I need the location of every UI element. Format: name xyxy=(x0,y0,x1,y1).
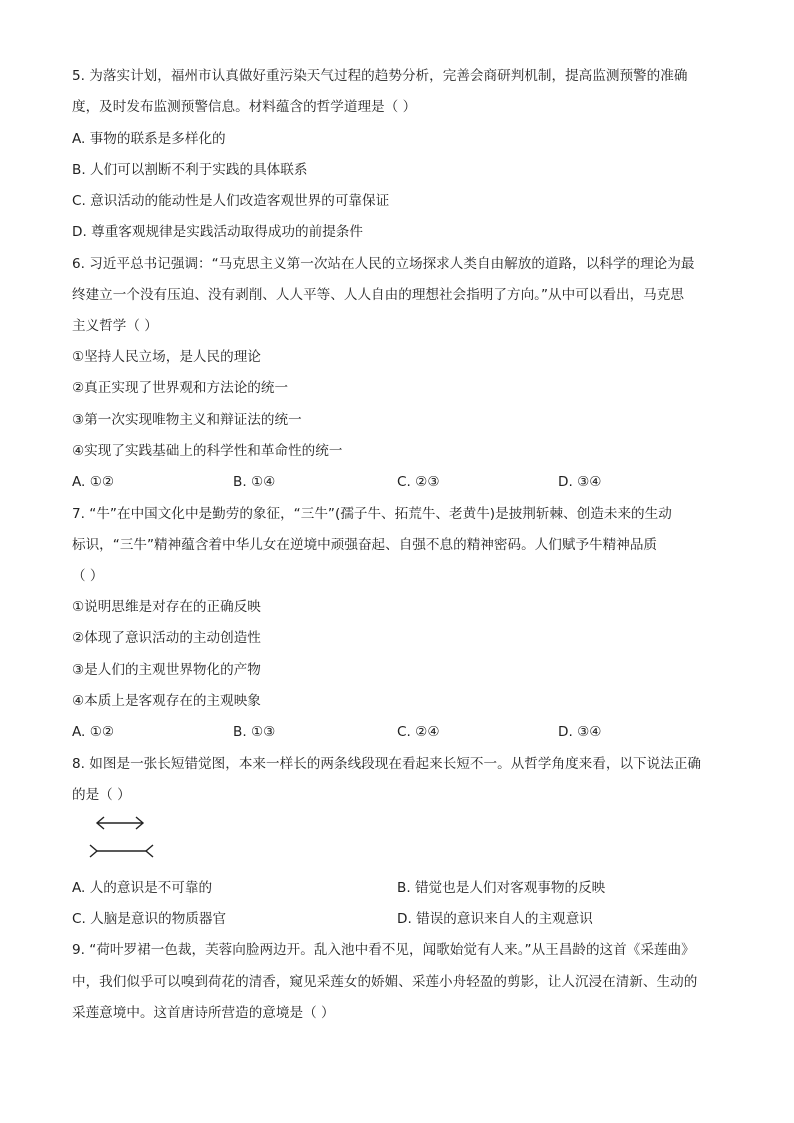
q9-stem-line-2: 中，我们似乎可以嗅到荷花的清香，窥见采莲女的娇媚、采莲小舟轻盈的剪影，让人沉浸在清新、生动的 xyxy=(72,974,698,990)
q6-choice-a: A. ①② xyxy=(72,474,115,490)
q8-option-d: D. 错误的意识来自人的主观意识 xyxy=(397,911,593,927)
q5-option-c: C. 意识活动的能动性是人们改造客观世界的可靠保证 xyxy=(72,193,390,209)
q7-choice-c: C. ②④ xyxy=(397,724,440,740)
q5-option-a: A. 事物的联系是多样化的 xyxy=(72,131,226,147)
q8-stem-line-2: 的是（ ） xyxy=(72,787,131,803)
q7-item-1: ①说明思维是对存在的正确反映 xyxy=(72,599,261,615)
q5-stem-line-2: 度，及时发布监测预警信息。材料蕴含的哲学道理是（ ） xyxy=(72,99,417,115)
q8-stem-line-1: 8. 如图是一张长短错觉图，本来一样长的两条线段现在看起来长短不一。从哲学角度来看，以下说法正确 xyxy=(72,756,702,772)
q6-item-4: ④实现了实践基础上的科学性和革命性的统一 xyxy=(72,443,343,459)
q6-item-1: ①坚持人民立场，是人民的理论 xyxy=(72,349,261,365)
q8-option-c: C. 人脑是意识的物质器官 xyxy=(72,911,227,927)
q7-item-4: ④本质上是客观存在的主观映象 xyxy=(72,693,261,709)
q6-stem-line-2: 终建立一个没有压迫、没有剥削、人人平等、人人自由的理想社会指明了方向。”从中可以看出，马克思 xyxy=(72,287,684,303)
q9-stem-line-3: 采莲意境中。这首唐诗所营造的意境是（ ） xyxy=(72,1005,335,1021)
q7-item-3: ③是人们的主观世界物化的产物 xyxy=(72,662,261,678)
q7-stem-line-2: 标识，“三牛”精神蕴含着中华儿女在逆境中顽强奋起、自强不息的精神密码。人们赋予牛精神品质 xyxy=(72,537,658,553)
q6-stem-line-3: 主义哲学（ ） xyxy=(72,318,158,334)
q8-option-a: A. 人的意识是不可靠的 xyxy=(72,880,213,896)
q6-stem-line-1: 6. 习近平总书记强调：“马克思主义第一次站在人民的立场探求人类自由解放的道路，以科学的理论为最 xyxy=(72,256,695,272)
q6-choice-c: C. ②③ xyxy=(397,474,440,490)
q7-item-2: ②体现了意识活动的主动创造性 xyxy=(72,630,261,646)
q7-choice-a: A. ①② xyxy=(72,724,115,740)
q6-choice-b: B. ①④ xyxy=(233,474,276,490)
q6-item-3: ③第一次实现唯物主义和辩证法的统一 xyxy=(72,412,302,428)
q7-choice-d: D. ③④ xyxy=(558,724,602,740)
q5-option-b: B. 人们可以割断不利于实践的具体联系 xyxy=(72,162,308,178)
q5-option-d: D. 尊重客观规律是实践活动取得成功的前提条件 xyxy=(72,224,363,240)
q7-stem-line-3: （ ） xyxy=(72,568,104,584)
outward-arrows-line xyxy=(90,845,153,857)
illusion-figure xyxy=(86,812,156,862)
q7-choice-b: B. ①③ xyxy=(233,724,276,740)
q5-stem-line-1: 5. 为落实计划，福州市认真做好重污染天气过程的趋势分析，完善会商研判机制，提高监测预警的准确 xyxy=(72,68,688,84)
q6-choice-d: D. ③④ xyxy=(558,474,602,490)
q7-stem-line-1: 7. “牛”在中国文化中是勤劳的象征，“三牛”(孺子牛、拓荒牛、老黄牛)是披荆斩棘、创造未来的生动 xyxy=(72,506,672,522)
inward-arrows-line xyxy=(97,817,143,829)
q9-stem-line-1: 9. “荷叶罗裙一色裁，芙蓉向脸两边开。乱入池中看不见，闻歌始觉有人来。”从王昌龄的这首《采莲曲》 xyxy=(72,942,695,958)
q8-option-b: B. 错觉也是人们对客观事物的反映 xyxy=(397,880,606,896)
q6-item-2: ②真正实现了世界观和方法论的统一 xyxy=(72,380,289,396)
